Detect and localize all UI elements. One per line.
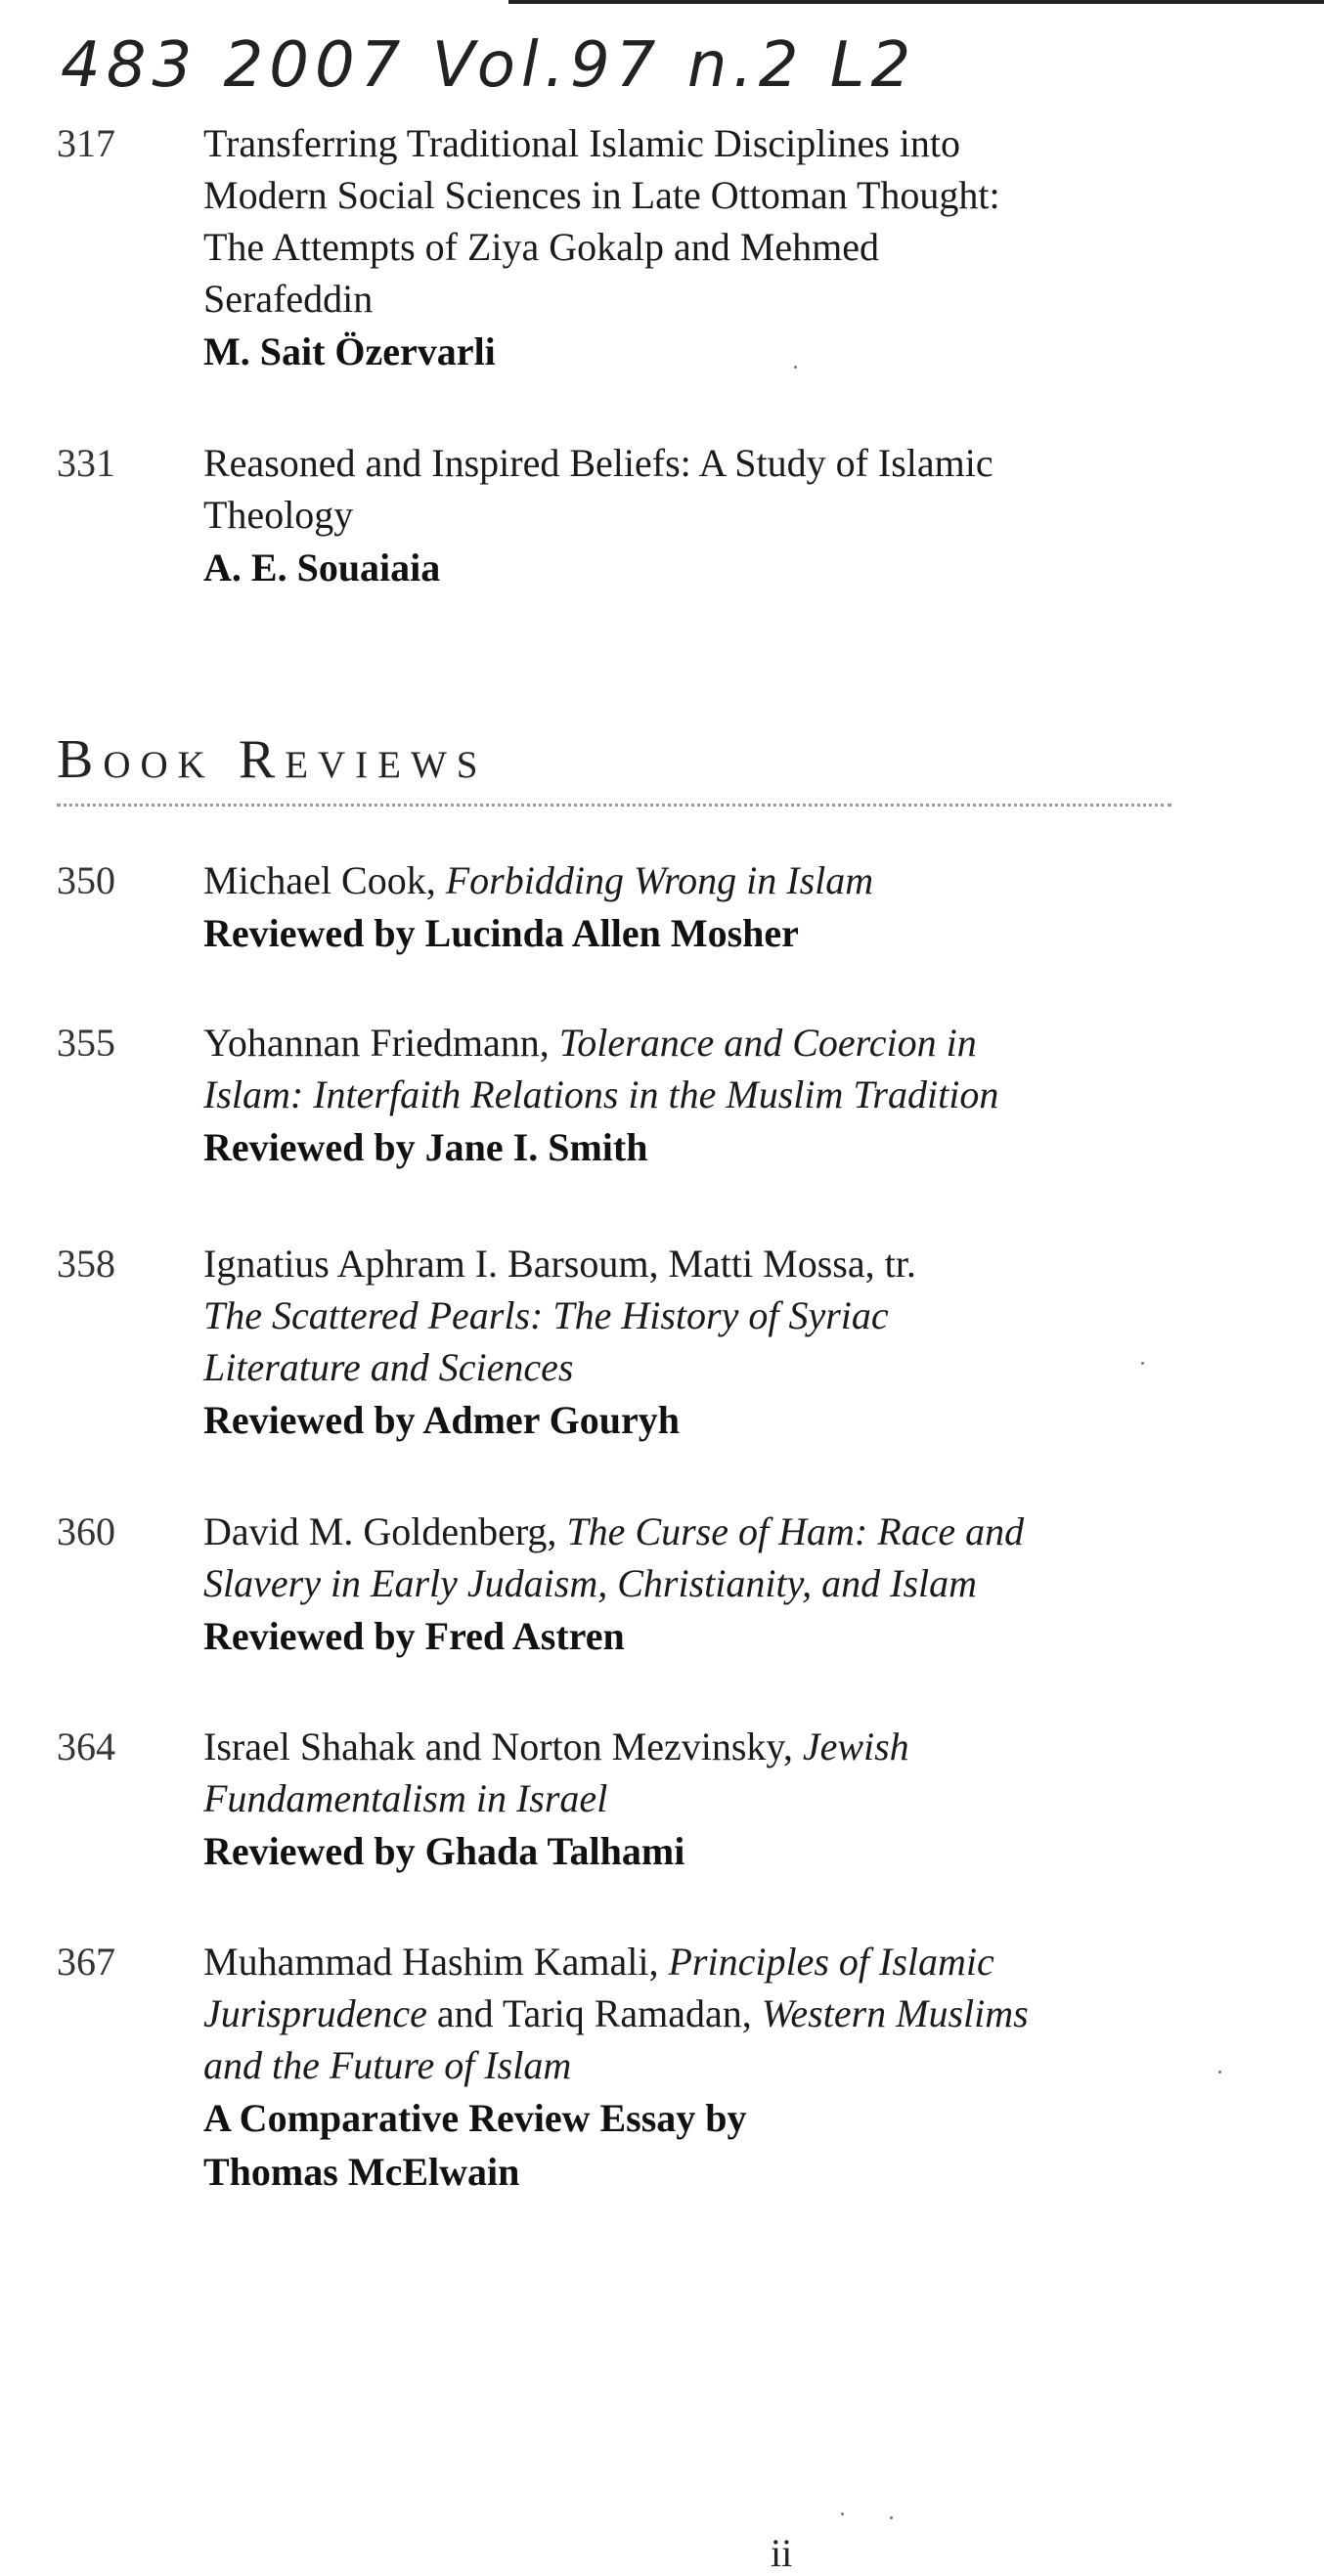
title-line: Transferring Traditional Islamic Disciplines into (203, 121, 961, 165)
title-line: Modern Social Sciences in Late Ottoman Thought: (203, 173, 1000, 217)
reviewer-line: A Comparative Review Essay by (203, 2096, 747, 2140)
reviewer-line: Reviewed by Ghada Talhami (203, 1829, 685, 1873)
citation-line: Slavery in Early Judaism, Christianity, and Islam (203, 1561, 978, 1605)
book-reviews-heading: Book Reviews (57, 729, 488, 790)
entry-body (203, 437, 1230, 594)
dotted-divider (57, 804, 1171, 807)
citation-line: Jurisprudence and Tariq Ramadan, Western Muslims (203, 1991, 1029, 2035)
citation-line: Islam: Interfaith Relations in the Muslim Tradition (203, 1072, 999, 1116)
page-number: 360 (57, 1509, 115, 1553)
page-number: 350 (57, 858, 115, 902)
citation-line: David M. Goldenberg, The Curse of Ham: Race and (203, 1509, 1025, 1553)
entry-body (203, 854, 1230, 960)
reviewer-line: Thomas McElwain (203, 2150, 520, 2194)
citation-line: Michael Cook, Forbidding Wrong in Islam (203, 858, 874, 902)
entry-body (203, 1506, 1230, 1663)
reviewer-line: Reviewed by Fred Astren (203, 1614, 625, 1658)
entry-body (203, 1238, 1230, 1447)
reviewer-line: Reviewed by Admer Gouryh (203, 1398, 681, 1442)
page-number: 358 (57, 1242, 115, 1286)
page-number: 364 (57, 1725, 115, 1768)
top-edge-rule (508, 0, 1324, 4)
page-number: 331 (57, 441, 115, 485)
scan-speck (1218, 2071, 1221, 2074)
title-line: Serafeddin (203, 277, 374, 321)
entry-body (203, 1721, 1230, 1878)
page-number: 355 (57, 1021, 115, 1065)
entry-body (203, 117, 1230, 378)
author-name: M. Sait Özervarli (203, 329, 496, 373)
citation-line: Ignatius Aphram I. Barsoum, Matti Mossa, tr. (203, 1242, 916, 1286)
scan-speck (841, 2512, 844, 2515)
title-line: The Attempts of Ziya Gokalp and Mehmed (203, 225, 879, 269)
author-name: A. E. Souaiaia (203, 546, 441, 589)
citation-line: Yohannan Friedmann, Tolerance and Coercion in (203, 1021, 977, 1065)
page-number: 317 (57, 121, 115, 165)
title-line: Reasoned and Inspired Beliefs: A Study of Islamic (203, 441, 993, 485)
page-number: 367 (57, 1940, 115, 1984)
citation-line: Literature and Sciences (203, 1345, 574, 1389)
citation-line: Muhammad Hashim Kamali, Principles of Islamic (203, 1940, 994, 1984)
scan-speck (890, 2516, 893, 2519)
scan-speck (794, 366, 797, 369)
citation-line: The Scattered Pearls: The History of Syriac (203, 1293, 889, 1337)
reviewer-line: Reviewed by Jane I. Smith (203, 1125, 648, 1169)
entry-body (203, 1017, 1230, 1174)
reviewer-line: Reviewed by Lucinda Allen Mosher (203, 911, 799, 955)
entry-body (203, 1936, 1230, 2199)
page-folio: ii (771, 2531, 793, 2575)
citation-line: and the Future of Islam (203, 2043, 572, 2087)
handwritten-call-number: 483 2007 Vol.97 n.2 L2 (61, 29, 917, 102)
scan-speck (1141, 1362, 1144, 1365)
citation-line: Fundamentalism in Israel (203, 1776, 608, 1820)
title-line: Theology (203, 493, 354, 537)
citation-line: Israel Shahak and Norton Mezvinsky, Jewish (203, 1725, 909, 1768)
